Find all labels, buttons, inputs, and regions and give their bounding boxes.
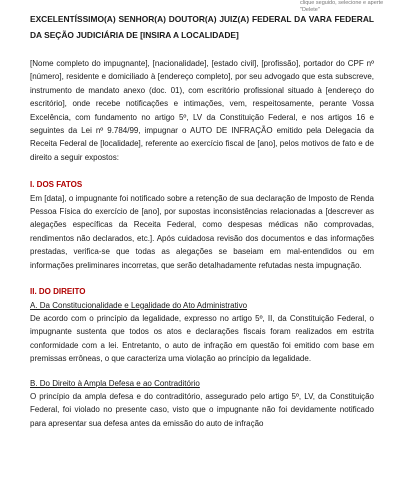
subsection-a-title: A. Da Constitucionalidade e Legalidade do Ato Administrativo [30, 300, 248, 310]
section-facts-paragraph: Em [data], o impugnante foi notificado sobre a retenção de sua declaração de Imposto de Renda Pessoa Física do exercício de [ano], por supostas inconsistências relacionadas a [descrever as alegações específicas da Receita Federal, como despesas médicas não comprovadas, rendimentos não declarados, etc.]. Após cuidadosa revisão dos documentos e das informações prestadas, verifica-se que todas as alegações se baseiam em mal-entendidos ou em informações preliminares incorretas, que serão detalhadamente refutadas nesta impugnação. [30, 193, 374, 270]
spacer [30, 366, 374, 377]
spacer [30, 164, 374, 178]
section-law-title: II. DO DIREITO [30, 287, 86, 297]
spacer [30, 43, 374, 57]
section-facts-title: I. DOS FATOS [30, 180, 83, 190]
intro-paragraph: [Nome completo do impugnante], [nacionalidade], [estado civil], [profissão], portador do CPF nº [número], residente e domiciliado à [endereço completo], por seu advogado que esta subscreve, instrumento de mandato anexo (doc. 01), com escritório profissional situado à [endereço do escritório], onde recebe notificações e intimações, vem, respeitosamente, perante Vossa Excelência, com fundamento no artigo 5º, LV da Constituição Federal, e nos artigos 16 e seguintes da Lei nº 9.784/99, impugnar o AUTO DE INFRAÇÃO emitido pela Delegacia da Receita Federal de [localidade], referente ao exercício fiscal de [ano], pelos motivos de fato e de direito a seguir expostos: [30, 59, 374, 162]
petition-heading: EXCELENTÍSSIMO(A) SENHOR(A) DOUTOR(A) JUIZ(A) FEDERAL DA VARA FEDERAL DA SEÇÃO JUDICIÁRIA DE [INSIRA A LOCALIDADE] [30, 14, 374, 40]
instruction-hint: clique seguido, selecione e aperte "Delete" [300, 0, 384, 13]
petition-document [30, 8, 374, 430]
spacer [30, 272, 374, 285]
subsection-b-title: B. Do Direito à Ampla Defesa e ao Contraditório [30, 378, 200, 388]
subsection-a-paragraph: De acordo com o princípio da legalidade, expresso no artigo 5º, II, da Constituição Federal, o impugnante sustenta que todos os atos e declarações fiscais foram realizados em estrita conformidade com a lei. Entretanto, o auto de infração em questão foi emitido com base em premissas errôneas, o que caracteriza uma violação ao princípio da legalidade. [30, 313, 374, 364]
subsection-b-paragraph: O princípio da ampla defesa e do contraditório, assegurado pelo artigo 5º, LV, da Constituição Federal, foi violado no presente caso, visto que o impugnante não foi devidamente notificado para apresentar sua defesa antes da emissão do auto de infração [30, 391, 374, 428]
